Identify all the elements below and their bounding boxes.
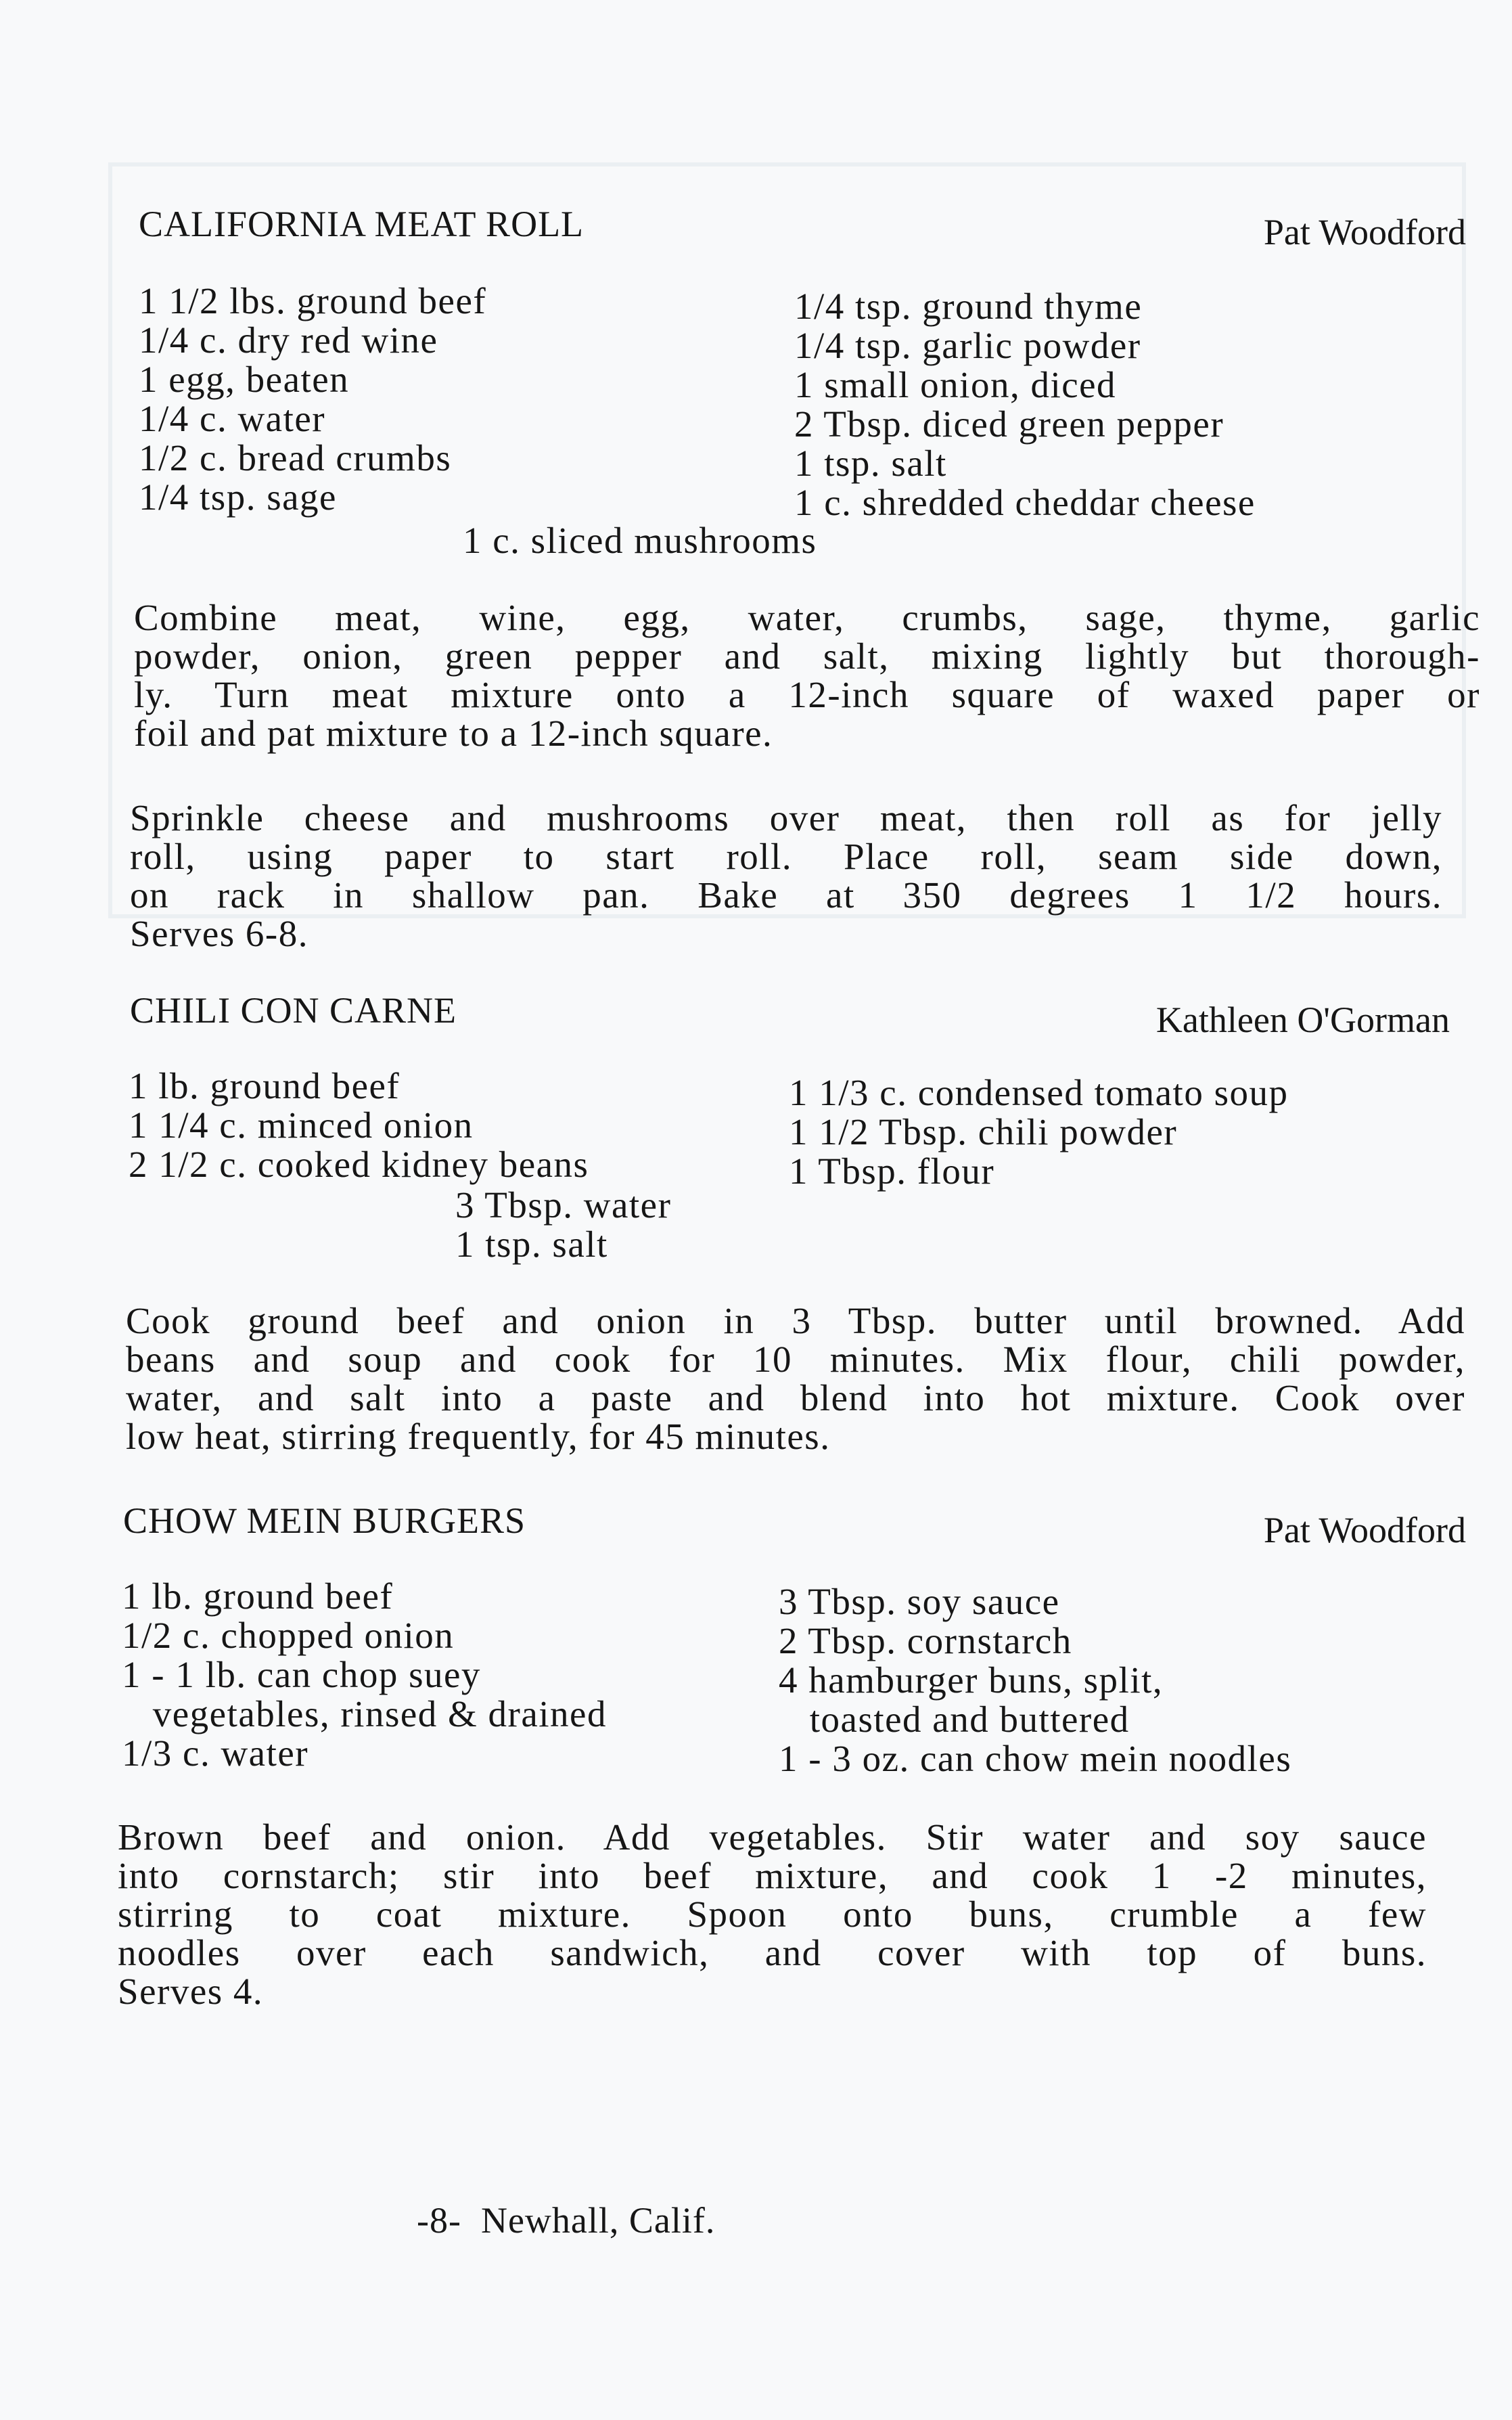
ingredient-item: 3 Tbsp. water [455, 1184, 672, 1226]
ingredient-item: 1/3 c. water [122, 1732, 309, 1774]
paragraph-line: powder, onion, green pepper and salt, mixing lightly but thorough- [134, 635, 1480, 677]
paragraph-line: noodles over each sandwich, and cover with top of buns. [118, 1932, 1427, 1973]
paragraph-line: roll, using paper to start roll. Place roll, seam side down, [130, 836, 1442, 877]
ingredient-item: 2 1/2 c. cooked kidney beans [129, 1144, 589, 1185]
ingredients-left [129, 1067, 589, 1184]
ingredient-item: 1 c. sliced mushrooms [463, 520, 817, 561]
ingredient-item: 1/4 tsp. ground thyme [794, 286, 1143, 327]
ingredient-item: toasted and buttered [779, 1699, 1130, 1740]
page-footer: -8- Newhall, Calif. [417, 2200, 716, 2241]
recipe-title: CHOW MEIN BURGERS [123, 1500, 526, 1541]
paragraph-line: stirring to coat mixture. Spoon onto buns, crumble a few [118, 1894, 1427, 1935]
ingredients-center [463, 521, 817, 560]
ingredient-item: 3 Tbsp. soy sauce [779, 1581, 1060, 1622]
paragraph-line: water, and salt into a paste and blend into hot mixture. Cook over [126, 1377, 1465, 1418]
recipe-author: Pat Woodford [1263, 212, 1466, 252]
paragraph-line: low heat, stirring frequently, for 45 minutes. [126, 1416, 831, 1457]
ingredient-item: 1 c. shredded cheddar cheese [794, 482, 1256, 523]
paragraph-line: Combine meat, wine, egg, water, crumbs, sage, thyme, garlic [134, 597, 1480, 638]
ingredient-item: 1 1/4 c. minced onion [129, 1104, 474, 1146]
ingredient-item: 1 1/2 Tbsp. chili powder [789, 1111, 1178, 1152]
ingredient-item: 1/2 c. chopped onion [122, 1615, 455, 1656]
ingredient-item: 2 Tbsp. diced green pepper [794, 403, 1224, 445]
ingredient-item: 1/4 c. water [139, 398, 326, 439]
recipe-author: Kathleen O'Gorman [1155, 1000, 1450, 1040]
ingredient-item: 1 - 1 lb. can chop suey [122, 1654, 481, 1695]
paragraph-line: into cornstarch; stir into beef mixture, and cook 1 -2 minutes, [118, 1855, 1427, 1896]
paragraph-line: beans and soup and cook for 10 minutes. Mix flour, chili powder, [126, 1339, 1465, 1380]
ingredients-right [789, 1073, 1289, 1191]
paragraph-line: Serves 4. [118, 1971, 264, 2012]
ingredient-item: vegetables, rinsed & drained [122, 1693, 607, 1734]
ingredient-item: 1 1/3 c. condensed tomato soup [789, 1072, 1289, 1113]
ingredient-item: 1 tsp. salt [794, 443, 947, 484]
ingredient-item: 2 Tbsp. cornstarch [779, 1620, 1072, 1661]
paragraph-line: Cook ground beef and onion in 3 Tbsp. butter until browned. Add [126, 1300, 1465, 1341]
paragraph-line: Brown beef and onion. Add vegetables. Stir water and soy sauce [118, 1816, 1427, 1858]
instructions-paragraph [126, 1301, 1465, 1456]
instructions-paragraph [118, 1818, 1427, 2011]
paragraph-line: foil and pat mixture to a 12-inch square. [134, 713, 773, 754]
ingredient-item: 1/2 c. bread crumbs [139, 437, 452, 478]
ingredient-item: 1 egg, beaten [139, 359, 350, 400]
instructions-paragraph [134, 598, 1480, 753]
ingredient-item: 4 hamburger buns, split, [779, 1659, 1164, 1701]
paragraph-line: Sprinkle cheese and mushrooms over meat, then roll as for jelly [130, 797, 1442, 838]
ingredient-item: 1 lb. ground beef [129, 1065, 400, 1106]
ingredient-item: 1 Tbsp. flour [789, 1150, 995, 1192]
ingredients-right [794, 287, 1256, 522]
recipe-title: CHILI CON CARNE [130, 990, 457, 1031]
ingredients-left [122, 1577, 607, 1773]
recipe-author: Pat Woodford [1263, 1510, 1466, 1550]
ingredient-item: 1/4 c. dry red wine [139, 319, 438, 361]
instructions-paragraph [130, 799, 1442, 953]
ingredients-center [455, 1186, 671, 1264]
recipe-title: CALIFORNIA MEAT ROLL [139, 204, 585, 244]
ingredient-item: 1 lb. ground beef [122, 1575, 394, 1617]
ingredient-item: 1 tsp. salt [455, 1224, 608, 1265]
ingredients-left [139, 282, 486, 517]
paragraph-line: Serves 6-8. [130, 913, 308, 954]
ingredient-item: 1 small onion, diced [794, 364, 1117, 405]
paragraph-line: ly. Turn meat mixture onto a 12-inch square of waxed paper or [134, 674, 1480, 715]
ingredient-item: 1 1/2 lbs. ground beef [139, 280, 487, 321]
ingredient-item: 1/4 tsp. sage [139, 476, 337, 518]
paragraph-line: on rack in shallow pan. Bake at 350 degrees 1 1/2 hours. [130, 874, 1442, 916]
ingredients-right [779, 1582, 1291, 1778]
ingredient-item: 1/4 tsp. garlic powder [794, 325, 1141, 366]
ingredient-item: 1 - 3 oz. can chow mein noodles [779, 1738, 1292, 1779]
